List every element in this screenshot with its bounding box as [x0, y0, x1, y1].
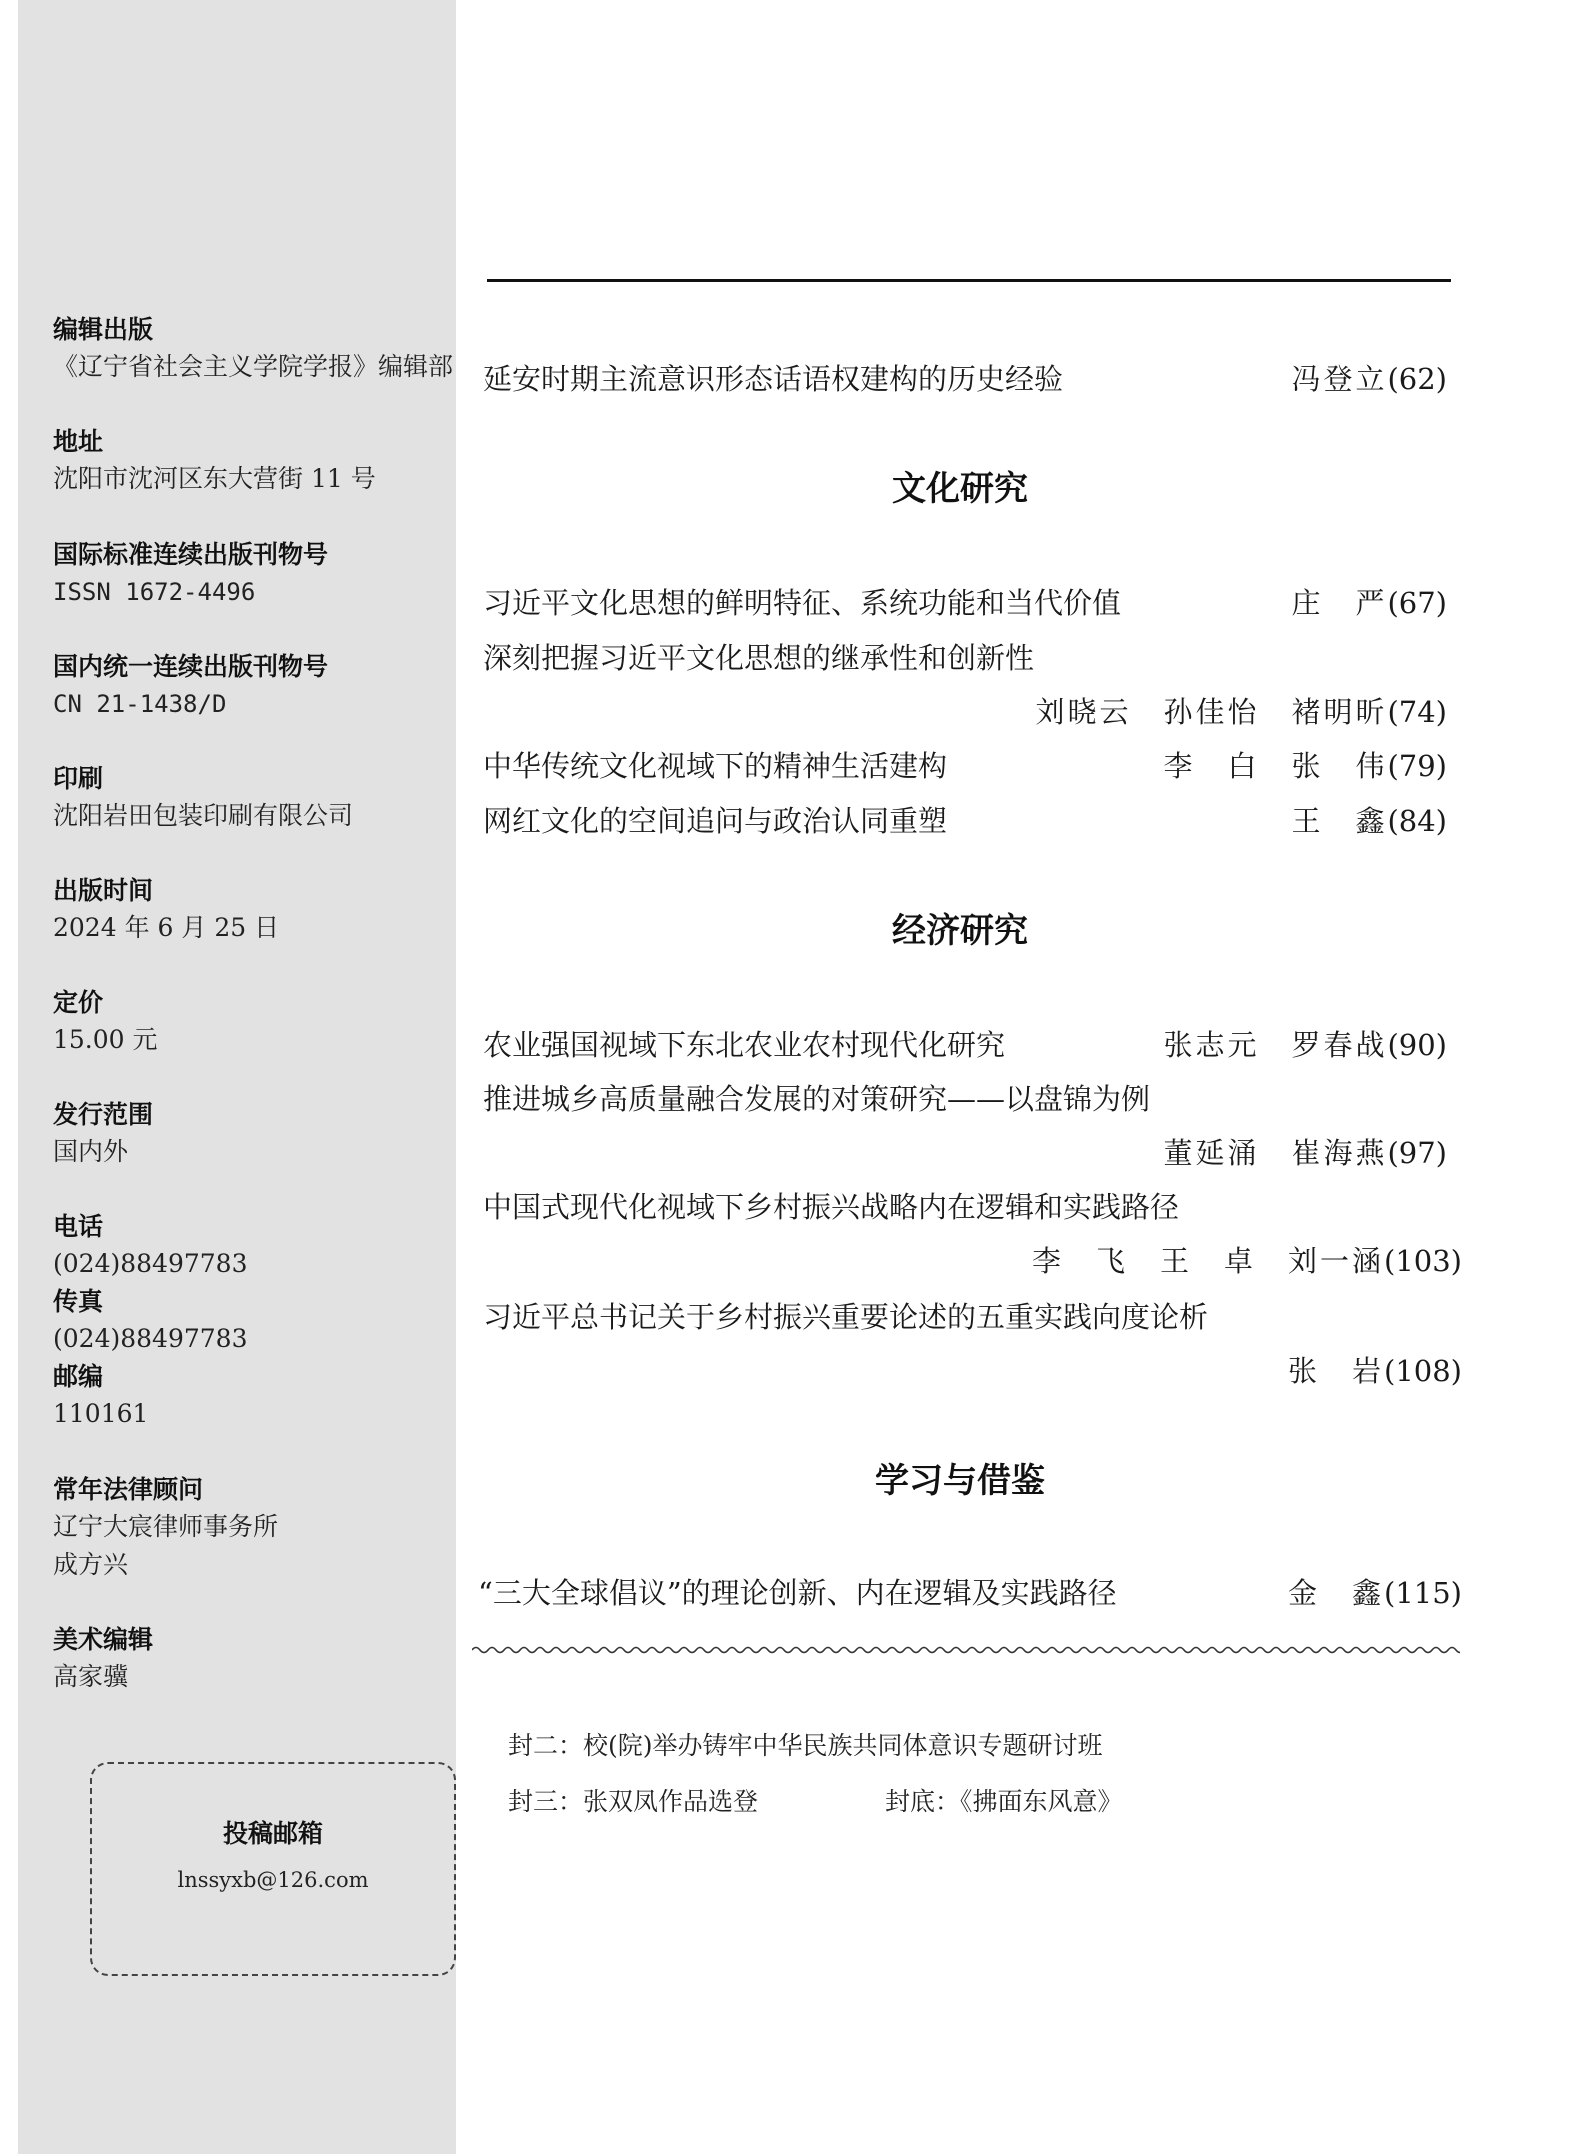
masthead-value: 《辽宁省社会主义学院学报》编辑部 — [53, 352, 454, 381]
toc-article-author: 李 白 张 伟(79) — [1163, 749, 1447, 783]
masthead-value: 2024 年 6 月 25 日 — [53, 913, 280, 942]
masthead-value: 成方兴 — [53, 1550, 129, 1579]
masthead-value: (024)88497783 — [53, 1249, 248, 1278]
top-rule — [487, 279, 1451, 282]
masthead-value: 国内外 — [53, 1137, 129, 1166]
toc-article-author: 庄 严(67) — [1291, 586, 1447, 620]
toc-article-author: 金 鑫(115) — [1288, 1576, 1462, 1610]
toc-article-author: 冯登立(62) — [1291, 362, 1447, 396]
toc-article-title: 习近平文化思想的鲜明特征、系统功能和当代价值 — [483, 586, 1122, 620]
toc-article-title: 延安时期主流意识形态话语权建构的历史经验 — [483, 362, 1064, 396]
masthead-value: 高家骥 — [53, 1662, 129, 1691]
toc-article-author: 李 飞 王 卓 刘一涵(103) — [1032, 1244, 1462, 1278]
masthead-block — [53, 312, 453, 386]
mailbox-email-link[interactable]: lnssyxb@126.com — [177, 1868, 369, 1892]
masthead-block — [53, 1359, 148, 1433]
toc-article-author: 刘晓云 孙佳怡 褚明昕(74) — [1035, 695, 1447, 729]
toc-article-title: 深刻把握习近平文化思想的继承性和创新性 — [483, 641, 1035, 675]
masthead-label: 国内统一连续出版刊物号 — [53, 652, 329, 681]
toc-article-title: 中国式现代化视域下乡村振兴战略内在逻辑和实践路径 — [483, 1190, 1180, 1224]
wavy-divider — [472, 1644, 1460, 1656]
masthead-label: 定价 — [53, 988, 104, 1017]
masthead-label: 地址 — [53, 427, 104, 456]
masthead-sidebar — [18, 0, 456, 2154]
masthead-block — [53, 1472, 278, 1584]
toc-article-title: 网红文化的空间追问与政治认同重塑 — [483, 804, 948, 838]
section-title-learning: 学习与借鉴 — [875, 1461, 1045, 1501]
masthead-label: 传真 — [53, 1287, 104, 1316]
cover-note-inside-front: 封二：校(院)举办铸牢中华民族共同体意识专题研讨班 — [508, 1731, 1103, 1760]
masthead-value: 沈阳市沈河区东大营街 11 号 — [53, 464, 376, 493]
masthead-label: 出版时间 — [53, 876, 154, 905]
cover-note-inside-back: 封三：张双凤作品选登 — [508, 1787, 759, 1816]
masthead-label: 邮编 — [53, 1362, 104, 1391]
section-title-economy: 经济研究 — [892, 911, 1028, 951]
section-title-culture: 文化研究 — [892, 469, 1028, 509]
toc-article-author: 王 鑫(84) — [1291, 804, 1447, 838]
masthead-block — [53, 537, 328, 611]
toc-article-title: 习近平总书记关于乡村振兴重要论述的五重实践向度论析 — [483, 1300, 1209, 1334]
masthead-label: 电话 — [53, 1212, 104, 1241]
masthead-block — [53, 1097, 153, 1171]
toc-article-title: 中华传统文化视域下的精神生活建构 — [483, 749, 948, 783]
masthead-label: 美术编辑 — [53, 1625, 154, 1654]
masthead-value: 15.00 元 — [53, 1025, 158, 1054]
submission-mailbox — [90, 1762, 456, 1976]
masthead-block — [53, 1284, 247, 1358]
masthead-value: 110161 — [53, 1399, 149, 1428]
toc-article-title: 推进城乡高质量融合发展的对策研究——以盘锦为例 — [483, 1082, 1151, 1116]
masthead-block — [53, 1209, 247, 1283]
masthead-label: 发行范围 — [53, 1100, 154, 1129]
cover-note-back-cover: 封底：《拂面东风意》 — [885, 1787, 1123, 1816]
masthead-value: ISSN 1672-4496 — [53, 578, 256, 606]
masthead-label: 国际标准连续出版刊物号 — [53, 540, 329, 569]
masthead-value: 沈阳岩田包装印刷有限公司 — [53, 801, 354, 830]
masthead-block — [53, 761, 353, 835]
masthead-value: 辽宁大宸律师事务所 — [53, 1512, 279, 1541]
mailbox-title: 投稿邮箱 — [222, 1819, 323, 1848]
masthead-block — [53, 649, 328, 723]
masthead-value: (024)88497783 — [53, 1324, 248, 1353]
masthead-label: 常年法律顾问 — [53, 1475, 204, 1504]
masthead-label: 编辑出版 — [53, 315, 154, 344]
toc-article-author: 董延涌 崔海燕(97) — [1163, 1136, 1447, 1170]
masthead-block — [53, 424, 376, 498]
masthead-block — [53, 1622, 153, 1696]
masthead-block — [53, 985, 158, 1059]
toc-article-author: 张 岩(108) — [1288, 1354, 1462, 1388]
toc-article-author: 张志元 罗春战(90) — [1163, 1028, 1447, 1062]
masthead-label: 印刷 — [53, 764, 104, 793]
toc-article-title: 农业强国视域下东北农业农村现代化研究 — [483, 1028, 1006, 1062]
masthead-block — [53, 873, 279, 947]
masthead-value: CN 21-1438/D — [53, 690, 227, 718]
toc-article-title: “三大全球倡议”的理论创新、内在逻辑及实践路径 — [478, 1576, 1117, 1610]
